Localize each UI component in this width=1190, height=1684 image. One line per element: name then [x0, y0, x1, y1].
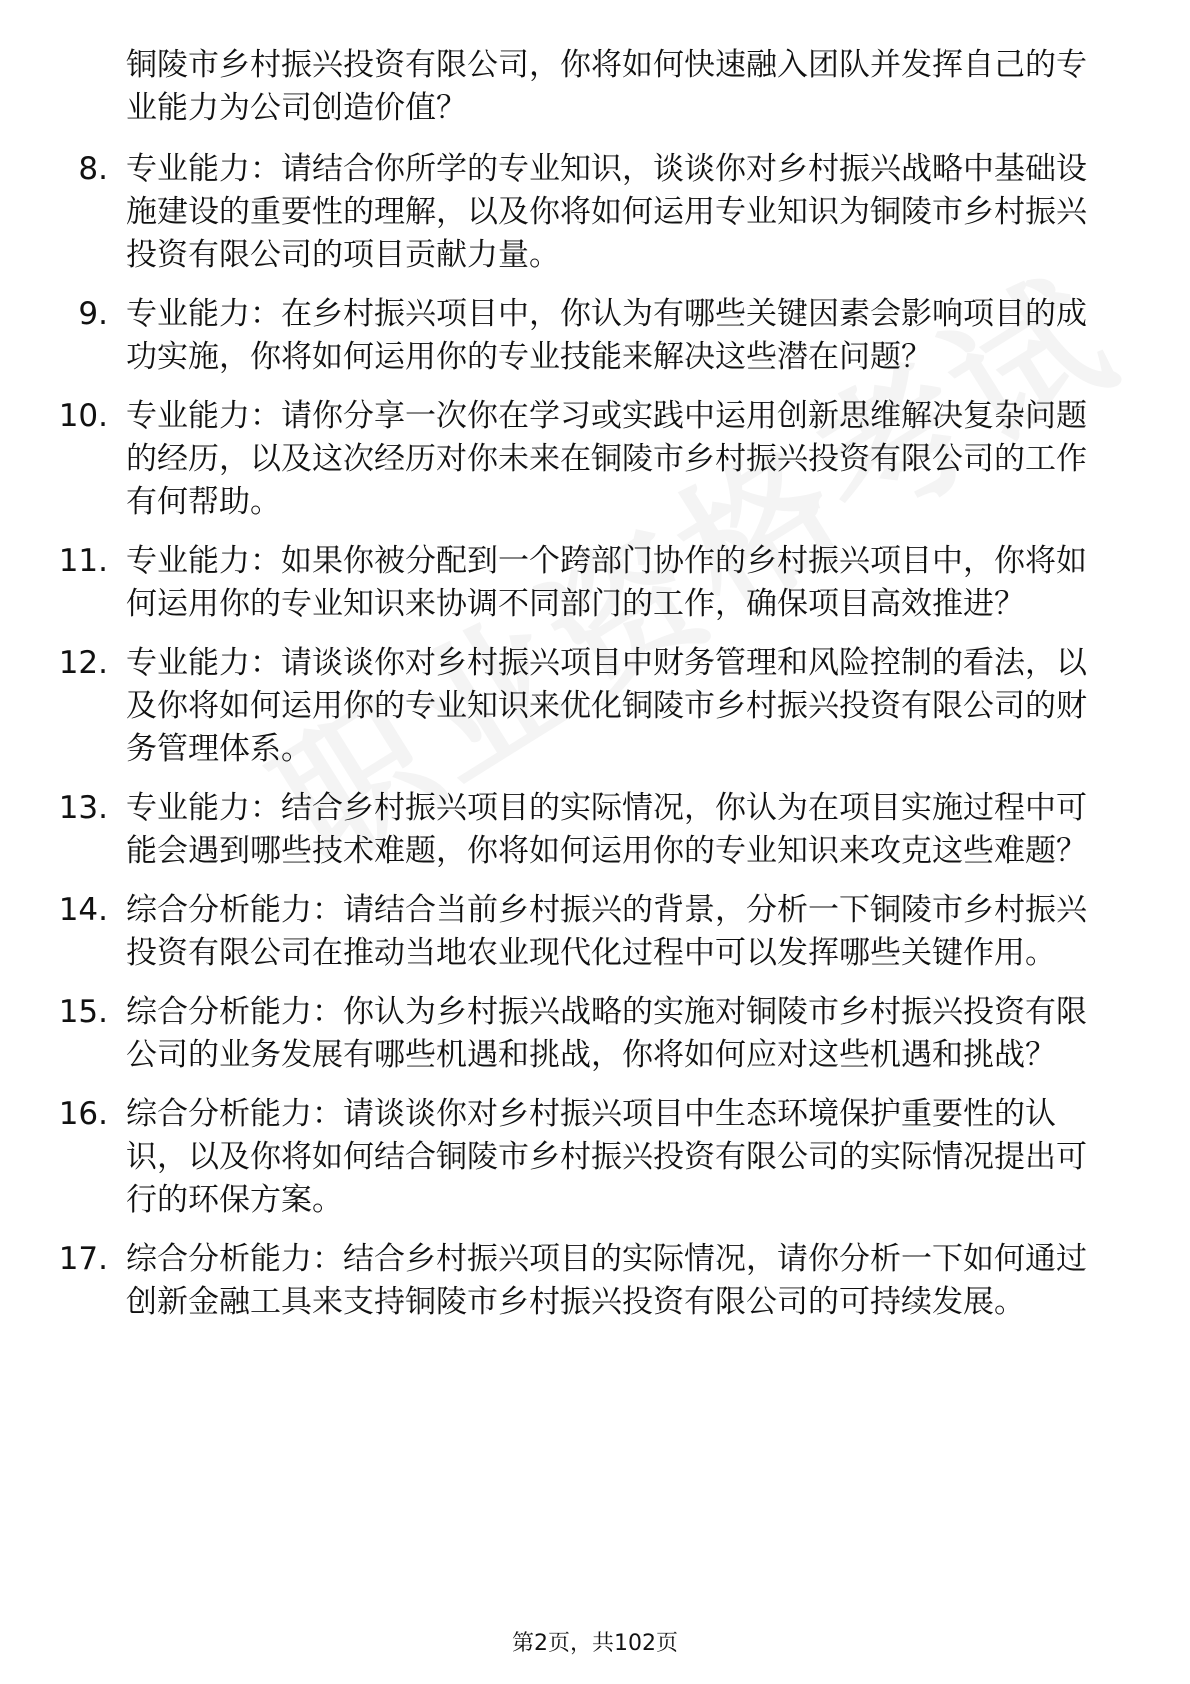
question-text: 专业能力：在乡村振兴项目中，你认为有哪些关键因素会影响项目的成功实施，你将如何运用你的专业技能来解决这些潜在问题？ — [126, 296, 1087, 375]
list-item — [0, 889, 1106, 975]
list-item — [0, 540, 1106, 626]
question-text: 专业能力：请你分享一次你在学习或实践中运用创新思维解决复杂问题的经历，以及这次经历对你未来在铜陵市乡村振兴投资有限公司的工作有何帮助。 — [126, 398, 1087, 520]
question-number: 16. — [58, 1096, 108, 1132]
question-text: 专业能力：请结合你所学的专业知识，谈谈你对乡村振兴战略中基础设施建设的重要性的理解，以及你将如何运用专业知识为铜陵市乡村振兴投资有限公司的项目贡献力量。 — [126, 151, 1087, 273]
page-content — [0, 44, 1190, 1340]
list-item — [0, 991, 1106, 1077]
question-text: 综合分析能力：请谈谈你对乡村振兴项目中生态环境保护重要性的认识，以及你将如何结合铜陵市乡村振兴投资有限公司的实际情况提出可行的环保方案。 — [126, 1096, 1087, 1218]
question-text: 专业能力：请谈谈你对乡村振兴项目中财务管理和风险控制的看法，以及你将如何运用你的专业知识来优化铜陵市乡村振兴投资有限公司的财务管理体系。 — [126, 645, 1087, 767]
continued-question-text: 铜陵市乡村振兴投资有限公司，你将如何快速融入团队并发挥自己的专业能力为公司创造价值？ — [126, 47, 1087, 126]
question-text: 专业能力：结合乡村振兴项目的实际情况，你认为在项目实施过程中可能会遇到哪些技术难题，你将如何运用你的专业知识来攻克这些难题？ — [126, 790, 1087, 869]
list-item — [0, 293, 1106, 379]
list-item — [0, 148, 1106, 277]
list-item — [0, 395, 1106, 524]
question-number: 9. — [78, 296, 108, 332]
list-item — [0, 642, 1106, 771]
question-number: 8. — [78, 151, 108, 187]
question-number: 11. — [58, 543, 108, 579]
question-text: 综合分析能力：你认为乡村振兴战略的实施对铜陵市乡村振兴投资有限公司的业务发展有哪些机遇和挑战，你将如何应对这些机遇和挑战？ — [126, 994, 1087, 1073]
page-footer: 第2页，共102页 — [512, 1631, 678, 1656]
question-number: 15. — [58, 994, 108, 1030]
list-item — [0, 1238, 1106, 1324]
question-number: 13. — [58, 790, 108, 826]
question-number: 10. — [58, 398, 108, 434]
list-item — [0, 1093, 1106, 1222]
question-text: 专业能力：如果你被分配到一个跨部门协作的乡村振兴项目中，你将如何运用你的专业知识来协调不同部门的工作，确保项目高效推进？ — [126, 543, 1087, 622]
question-number: 17. — [58, 1241, 108, 1277]
list-item — [0, 787, 1106, 873]
question-text: 综合分析能力：结合乡村振兴项目的实际情况，请你分析一下如何通过创新金融工具来支持铜陵市乡村振兴投资有限公司的可持续发展。 — [126, 1241, 1087, 1320]
question-list — [0, 148, 1190, 1324]
question-number: 12. — [58, 645, 108, 681]
question-text: 综合分析能力：请结合当前乡村振兴的背景，分析一下铜陵市乡村振兴投资有限公司在推动当地农业现代化过程中可以发挥哪些关键作用。 — [126, 892, 1087, 971]
question-number: 14. — [58, 892, 108, 928]
